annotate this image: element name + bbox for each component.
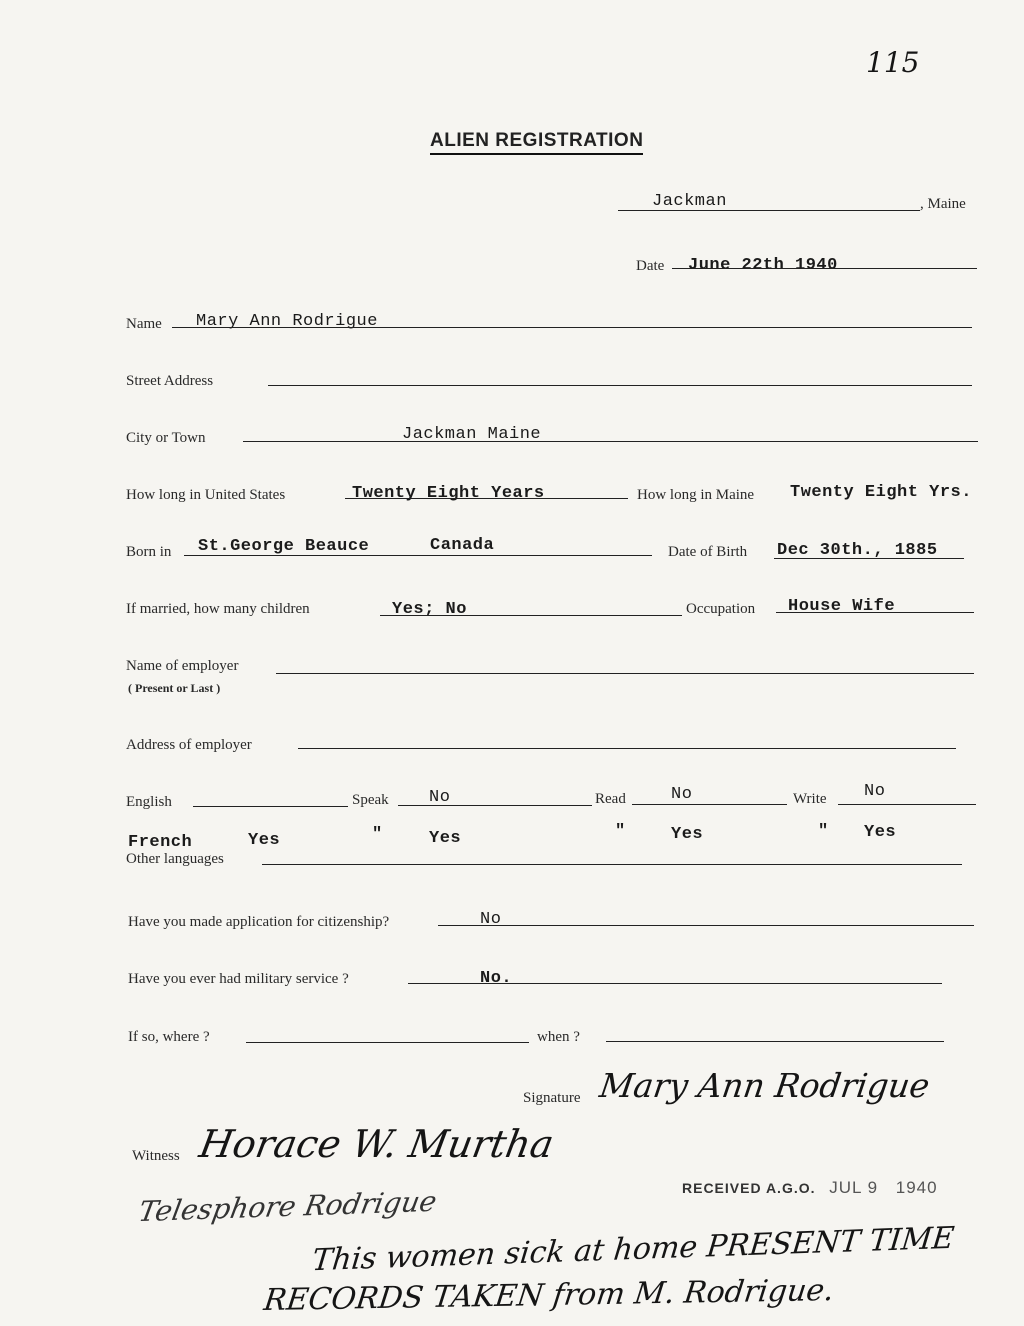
employer-address-label: Address of employer (126, 737, 252, 753)
name-value: Mary Ann Rodrigue (196, 312, 378, 331)
how-long-us-label: How long in United States (126, 487, 286, 503)
french-ditto-write: " (818, 822, 829, 841)
english-read-value: No (671, 785, 693, 804)
state-label: , Maine (920, 196, 966, 212)
military-line (408, 983, 942, 984)
read-label: Read (595, 791, 626, 807)
dob-value: Dec 30th., 1885 (777, 541, 938, 560)
born-label: Born in (126, 544, 172, 560)
date-line (672, 268, 977, 269)
english-line (193, 806, 348, 807)
stamp-received-text: RECEIVED A.G.O. (682, 1180, 816, 1196)
street-line (268, 385, 972, 386)
form-title: ALIEN REGISTRATION (430, 130, 643, 155)
received-stamp (682, 1178, 938, 1198)
employer-line (276, 673, 974, 674)
where-line (246, 1042, 529, 1043)
occupation-label: Occupation (686, 601, 756, 617)
city-line (243, 441, 978, 442)
citizenship-label: Have you made application for citizenship? (128, 914, 390, 930)
where-label: If so, where ? (128, 1029, 210, 1045)
dob-label: Date of Birth (668, 544, 748, 560)
name-line (172, 327, 972, 328)
when-label: when ? (537, 1029, 580, 1045)
employer-address-line (298, 748, 956, 749)
military-value: No. (480, 969, 513, 988)
born-place: St.George Beauce (198, 537, 370, 556)
english-write-value: No (864, 782, 886, 801)
employer-sub: ( Present or Last ) (128, 681, 221, 695)
military-label: Have you ever had military service ? (128, 971, 349, 987)
born-line (184, 555, 652, 556)
page-number: 115 (866, 46, 920, 79)
note-line-1: This women sick at home PRESENT TIME (310, 1220, 956, 1279)
stamp-year: 1940 (895, 1178, 938, 1197)
occupation-value: House Wife (788, 597, 896, 616)
city-label: City or Town (126, 430, 206, 446)
french-write-value: Yes (864, 823, 897, 842)
dob-line (774, 558, 964, 559)
how-long-maine-value: Twenty Eight Yrs. (790, 483, 972, 502)
stamp-date: JUL 9 (829, 1178, 879, 1197)
french-speak-value: Yes (429, 829, 462, 848)
children-value: Yes; No (392, 600, 467, 619)
citizenship-line (438, 925, 974, 926)
when-line (606, 1041, 944, 1042)
witness-signature: Horace W. Murtha (196, 1122, 558, 1166)
how-long-us-value: Twenty Eight Years (352, 484, 545, 503)
other-languages-line (262, 864, 962, 865)
read-line (632, 804, 787, 805)
extra-signature: Telesphore Rodrigue (136, 1184, 440, 1229)
french-read-value: Yes (671, 825, 704, 844)
date-label: Date (636, 258, 665, 274)
speak-label: Speak (352, 792, 389, 808)
french-ditto-speak: " (372, 825, 383, 844)
write-line (838, 804, 976, 805)
french-label: French (128, 833, 193, 852)
name-label: Name (126, 316, 162, 332)
english-speak-value: No (429, 788, 451, 807)
witness-label: Witness (132, 1148, 180, 1164)
town-line (618, 210, 920, 211)
how-long-maine-label: How long in Maine (637, 487, 755, 503)
french-value: Yes (248, 831, 281, 850)
born-country: Canada (430, 536, 495, 555)
signature-label: Signature (523, 1090, 581, 1106)
date-value: June 22th 1940 (688, 256, 838, 275)
how-long-us-line (345, 498, 628, 499)
citizenship-value: No (480, 910, 502, 929)
occupation-line (776, 612, 974, 613)
english-label: English (126, 794, 172, 810)
french-ditto-read: " (615, 822, 626, 841)
street-label: Street Address (126, 373, 214, 389)
signature-value: Mary Ann Rodrigue (597, 1066, 933, 1105)
city-value: Jackman Maine (402, 425, 542, 444)
other-languages-label: Other languages (126, 851, 224, 867)
write-label: Write (793, 791, 827, 807)
children-line (380, 615, 682, 616)
children-label: If married, how many children (126, 601, 310, 617)
speak-line (398, 805, 592, 806)
note-line-2: RECORDS TAKEN from M. Rodrigue. (261, 1272, 836, 1319)
employer-label: Name of employer (126, 658, 239, 674)
town-value: Jackman (652, 192, 727, 211)
